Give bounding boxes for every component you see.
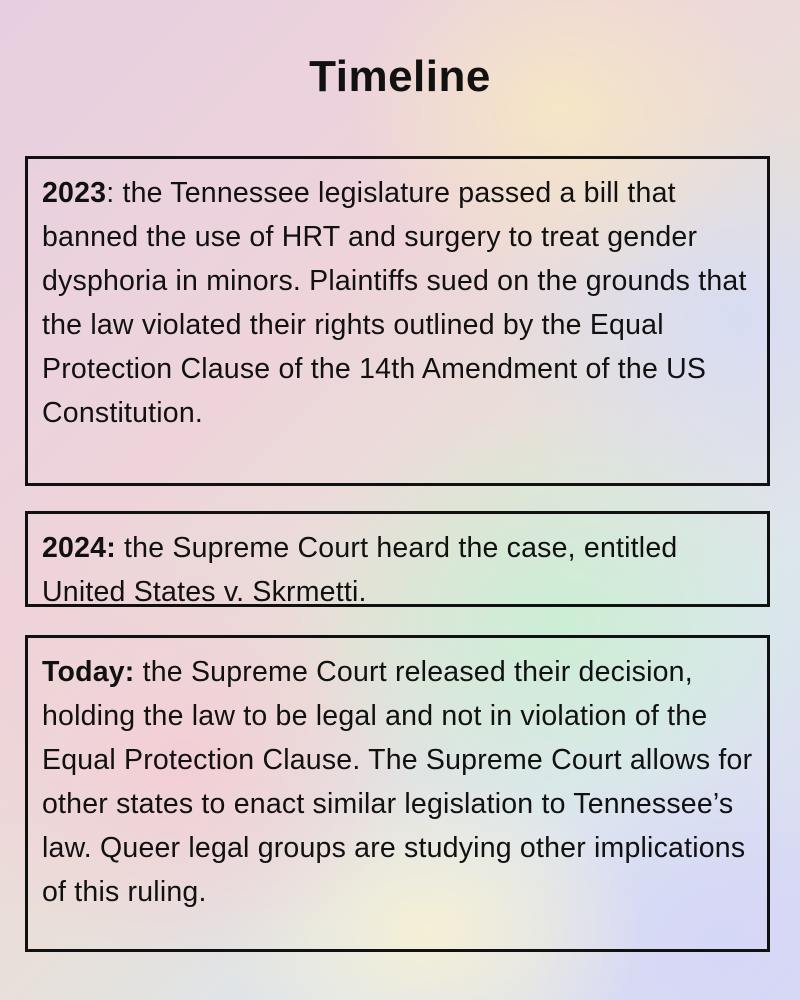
- timeline-entry-today: [25, 635, 770, 952]
- entry-label: Today:: [42, 656, 135, 688]
- entry-label: 2023: [42, 177, 107, 209]
- timeline-entry-2023: [25, 156, 770, 486]
- entry-text: the Supreme Court heard the case, entitled United States v. Skrmetti.: [42, 532, 678, 608]
- page-title: Timeline: [309, 52, 491, 101]
- timeline-entry-2024: [25, 511, 770, 607]
- entry-label: 2024:: [42, 532, 116, 564]
- entry-text: the Supreme Court released their decision, holding the law to be legal and not in violation of the Equal Protection Clause. The Supreme Court allows for other states to enact similar legislation to Tennessee’s law. Queer legal groups are studying other implications of this ruling.: [42, 656, 753, 908]
- entry-text: the Tennessee legislature passed a bill that banned the use of HRT and surgery to treat gender dysphoria in minors. Plaintiffs sued on the grounds that the law violated their rights outlined by the Equal Protection Clause of the 14th Amendment of the US Constitution.: [42, 177, 747, 429]
- entry-separator: :: [106, 177, 115, 209]
